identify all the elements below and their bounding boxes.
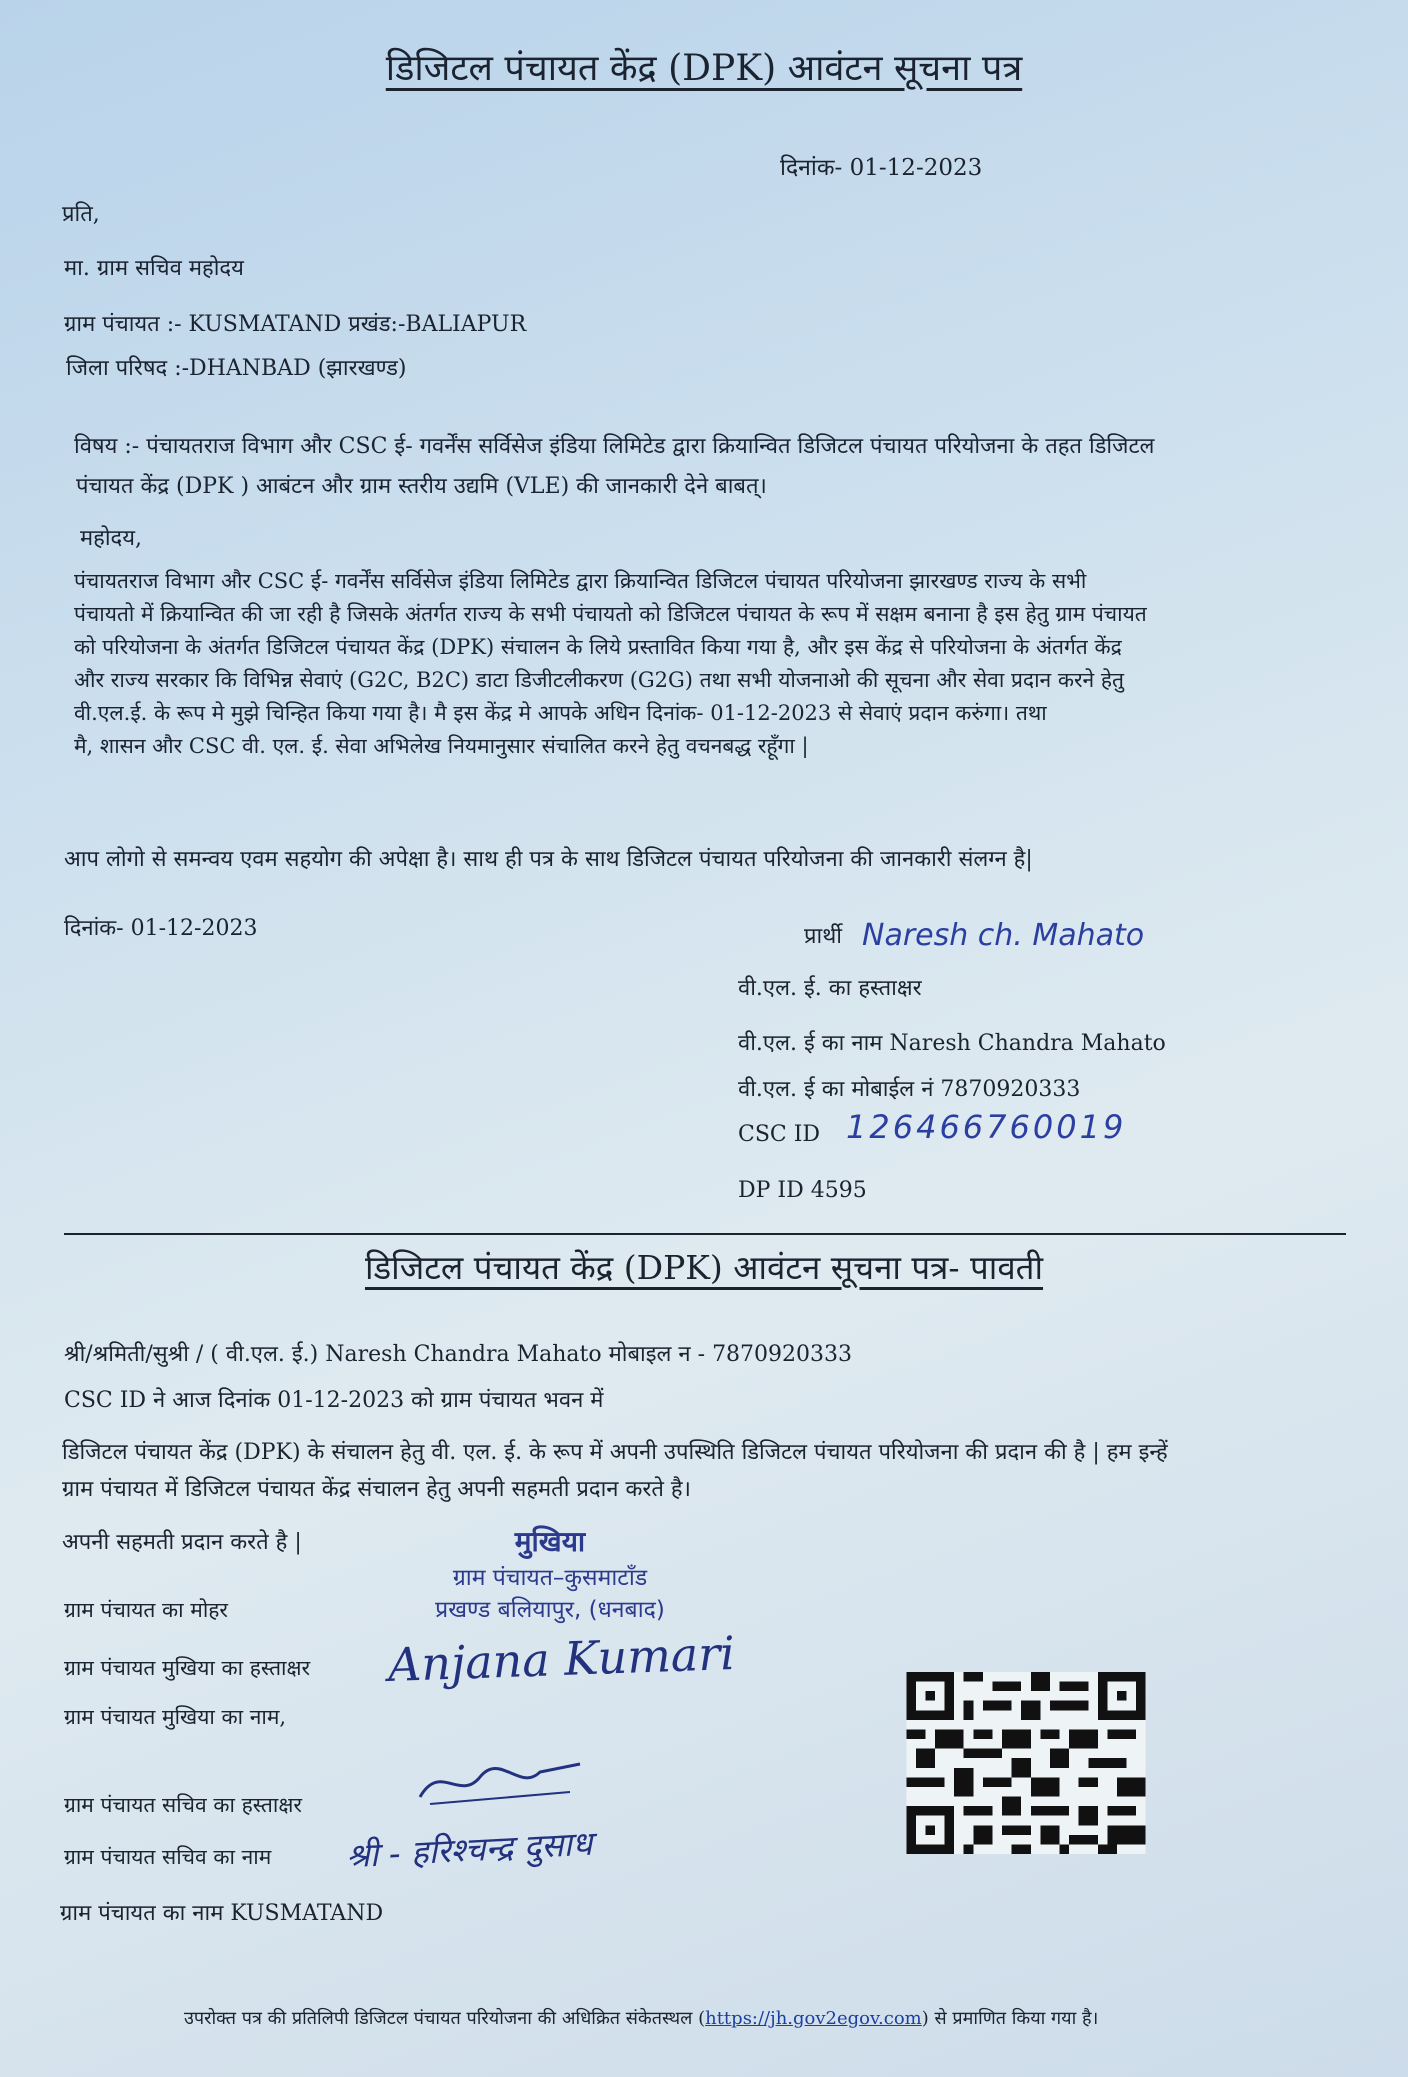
vle-mobile-line: वी.एल. ई का मोबाईल नं 7870920333 — [738, 1077, 1081, 1102]
receipt-line-2: CSC ID ने आज दिनांक 01-12-2023 को ग्राम पंचायत भवन में — [64, 1388, 604, 1413]
seal-label: ग्राम पंचायत का मोहर — [64, 1598, 229, 1622]
sachiv-signature-mark — [410, 1752, 590, 1812]
letter-body — [74, 565, 1364, 763]
vle-name-line: वी.एल. ई का नाम Naresh Chandra Mahato — [738, 1031, 1166, 1056]
stamp-line-1: ग्राम पंचायत–कुसमाटाँड — [452, 1565, 648, 1591]
sachiv-signature-label: ग्राम पंचायत सचिव का हस्ताक्षर — [64, 1793, 302, 1817]
footer-text-after: ) से प्रमाणित किया गया है। — [921, 2008, 1099, 2029]
district-line: जिला परिषद :-DHANBAD (झारखण्ड) — [66, 356, 407, 381]
vle-signature-label: वी.एल. ई. का हस्ताक्षर — [738, 976, 922, 1001]
qr-code — [906, 1672, 1146, 1854]
to-prefix: प्रति, — [62, 202, 100, 227]
stamp-line-2: प्रखण्ड बलियापुर, (धनबाद) — [435, 1597, 665, 1623]
body-line: को परियोजना के अंतर्गत डिजिटल पंचायत केंद्र (DPK) संचालन के लिये प्रस्तावित किया गया है, और इस केंद्र से परियोजना के अंतर्गत केंद्र — [74, 635, 1122, 659]
receipt-line-3: डिजिटल पंचायत केंद्र (DPK) के संचालन हेतु वी. एल. ई. के रूप में अपनी उपस्थिति डिजिटल पंचायत परियोजना की प्रदान की है | हम इन्हें — [62, 1440, 1168, 1465]
applicant-signature: Naresh ch. Mahato — [862, 918, 1145, 953]
mukhiya-signature-label: ग्राम पंचायत मुखिया का हस्ताक्षर — [64, 1656, 311, 1680]
mukhiya-name-label: ग्राम पंचायत मुखिया का नाम, — [64, 1705, 287, 1729]
addressee: मा. ग्राम सचिव महोदय — [64, 256, 244, 281]
stamp-title: मुखिया — [514, 1525, 586, 1558]
applicant-label: प्रार्थी — [804, 924, 842, 949]
letter-title: डिजिटल पंचायत केंद्र (DPK) आवंटन सूचना पत्र — [385, 48, 1023, 89]
receipt-line-1: श्री/श्रमिती/सुश्री / ( वी.एल. ई.) Naresh Chandra Mahato मोबाइल न - 7870920333 — [64, 1342, 853, 1367]
body-line: पंचायतो में क्रियान्वित की जा रही है जिसके अंतर्गत राज्य के सभी पंचायतो को डिजिटल पंचायत के रूप में सक्षम बनाना है इस हेतु ग्राम पंचायत — [74, 602, 1147, 626]
gram-panchayat-line: ग्राम पंचायत :- KUSMATAND प्रखंड:-BALIAPUR — [64, 312, 527, 337]
body-line: और राज्य सरकार कि विभिन्न सेवाएं (G2C, B2C) डाटा डिजीटलीकरण (G2G) तथा सभी योजनाओ की सूचना और सेवा प्रदान करने हेतु — [74, 668, 1125, 692]
body-line: वी.एल.ई. के रूप मे मुझे चिन्हित किया गया है। मै इस केंद्र मे आपके अधिन दिनांक- 01-12-2023 से सेवाएं प्रदान करुंगा। तथा — [74, 701, 1047, 725]
receipt-line-5: अपनी सहमती प्रदान करते है | — [62, 1530, 302, 1555]
dp-id-line: DP ID 4595 — [738, 1178, 867, 1203]
letter-date-bottom: दिनांक- 01-12-2023 — [64, 916, 258, 941]
csc-id-handwritten: 126466760019 — [846, 1108, 1127, 1146]
receipt-title: डिजिटल पंचायत केंद्र (DPK) आवंटन सूचना पत्र- पावती — [364, 1248, 1044, 1287]
verification-link[interactable]: https://jh.gov2egov.com — [705, 2008, 922, 2029]
cooperation-line: आप लोगो से समन्वय एवम सहयोग की अपेक्षा है। साथ ही पत्र के साथ डिजिटल पंचायत परियोजना की जानकारी संलग्न है| — [64, 847, 1033, 872]
section-divider — [64, 1233, 1346, 1235]
csc-id-label: CSC ID — [738, 1122, 821, 1147]
footer-note — [184, 2006, 1098, 2030]
panchayat-stamp — [380, 1522, 720, 1624]
subject-line-1: विषय :- पंचायतराज विभाग और CSC ई- गवर्नेंस सर्विसेज इंडिया लिमिटेड द्वारा क्रियान्वित डिजिटल पंचायत परियोजना के तहत डिजिटल — [74, 434, 1155, 459]
body-line: पंचायतराज विभाग और CSC ई- गवर्नेंस सर्विसेज इंडिया लिमिटेड द्वारा क्रियान्वित डिजिटल पंचायत परियोजना झारखण्ड राज्य के सभी — [74, 569, 1087, 593]
body-line: मै, शासन और CSC वी. एल. ई. सेवा अभिलेख नियमानुसार संचालित करने हेतु वचनबद्ध रहूँगा | — [74, 734, 809, 758]
sachiv-name-label: ग्राम पंचायत सचिव का नाम — [64, 1845, 272, 1869]
letter-date: दिनांक- 01-12-2023 — [780, 155, 983, 181]
receipt-line-4: ग्राम पंचायत में डिजिटल पंचायत केंद्र संचालन हेतु अपनी सहमती प्रदान करते है। — [62, 1477, 691, 1502]
sachiv-signature: श्री - हरिश्चन्द्र दुसाध — [345, 1823, 594, 1876]
salutation: महोदय, — [80, 526, 142, 551]
footer-text-before: उपरोक्त पत्र की प्रतिलिपी डिजिटल पंचायत परियोजना की अधिक्रित संकेतस्थल ( — [184, 2008, 706, 2029]
mukhiya-signature: Anjana Kumari — [387, 1625, 736, 1693]
gram-panchayat-name-line: ग्राम पंचायत का नाम KUSMATAND — [60, 1901, 384, 1926]
subject-line-2: पंचायत केंद्र (DPK ) आबंटन और ग्राम स्तरीय उद्यमि (VLE) की जानकारी देने बाबत्। — [76, 474, 767, 499]
